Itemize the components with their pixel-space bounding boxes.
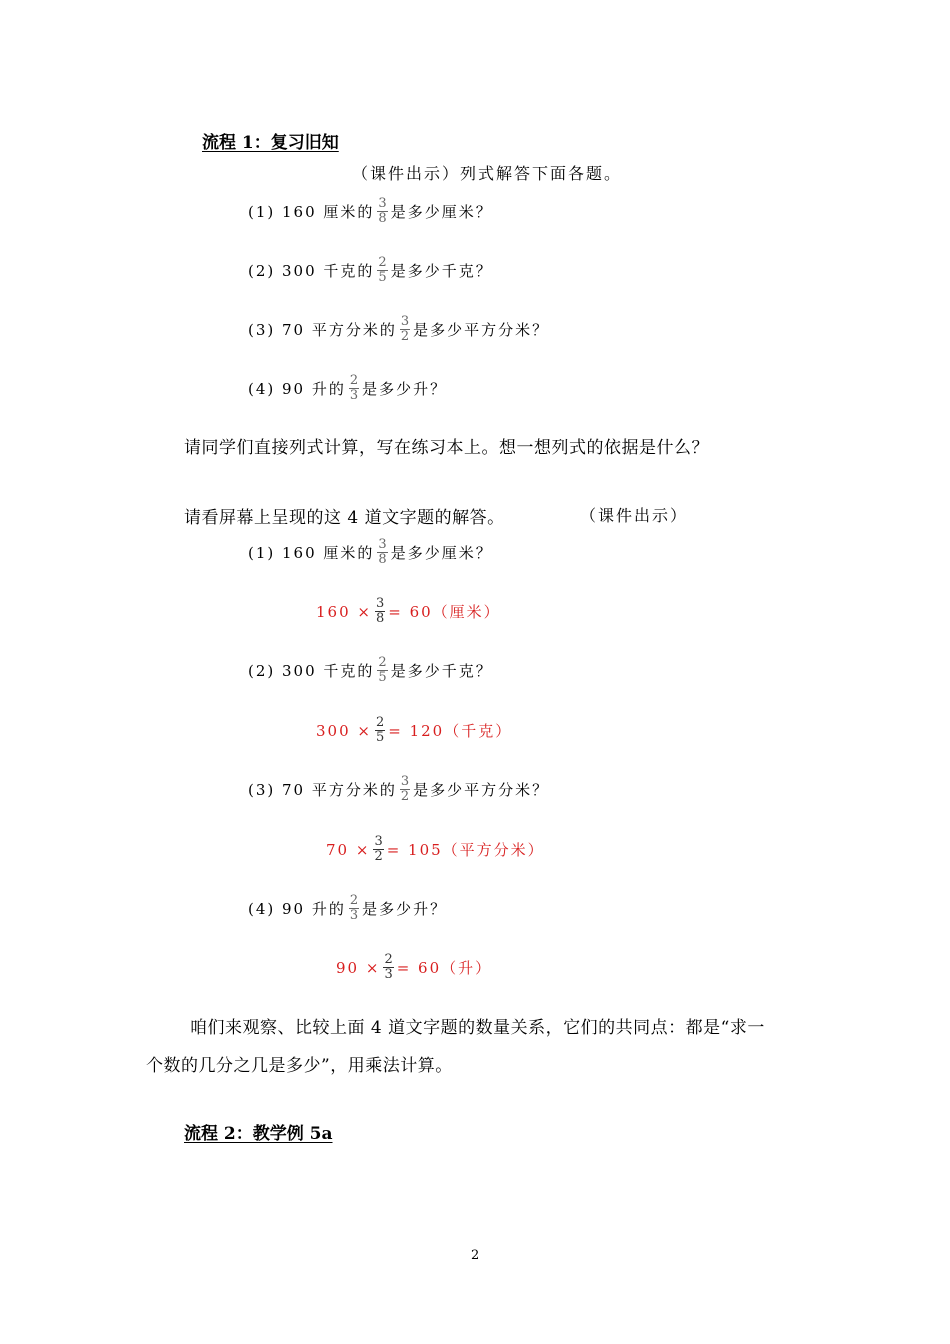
fraction: $\frac{2}{3}$ xyxy=(384,952,393,982)
section2-heading: 流程 2：教学例 5a xyxy=(184,1124,333,1144)
screen-note: （课件出示） xyxy=(580,506,689,525)
problem-2: (2) 300 千克的 $\frac{2}{5}$ 是多少千克？ xyxy=(248,255,493,285)
summary-line-2: 个数的几分之几是多少”，用乘法计算。 xyxy=(146,1056,453,1076)
prompt-text: （课件出示）列式解答下面各题。 xyxy=(352,164,623,183)
fraction: $\frac{3}{8}$ xyxy=(378,196,387,226)
fraction: $\frac{2}{5}$ xyxy=(375,715,385,745)
fraction: $\frac{2}{5}$ xyxy=(378,655,387,685)
fraction: $\frac{2}{5}$ xyxy=(378,255,387,285)
fraction: $\frac{2}{3}$ xyxy=(349,893,359,923)
section1-heading: 流程 1：复习旧知 xyxy=(202,133,339,153)
answer-1: 160 × $\frac{3}{8}$ = 60（厘米） xyxy=(316,596,501,626)
answer-2: 300 × $\frac{2}{5}$ = 120（千克） xyxy=(316,715,513,745)
fraction: $\frac{3}{2}$ xyxy=(374,834,383,864)
problem-3-repeat: (3) 70 平方分米的 $\frac{3}{2}$ 是多少平方分米？ xyxy=(248,774,550,804)
fraction: $\frac{3}{2}$ xyxy=(400,314,410,344)
problem-4: (4) 90 升的 $\frac{2}{3}$ 是多少升？ xyxy=(248,373,448,403)
instruction-text: 请同学们直接列式计算，写在练习本上。想一想列式的依据是什么？ xyxy=(184,438,709,458)
problem-4-repeat: (4) 90 升的 $\frac{2}{3}$ 是多少升？ xyxy=(248,893,448,923)
problem-1: (1) 160 厘米的 $\frac{3}{8}$ 是多少厘米？ xyxy=(248,196,493,226)
problem-2-repeat: (2) 300 千克的 $\frac{2}{5}$ 是多少千克？ xyxy=(248,655,493,685)
fraction: $\frac{3}{2}$ xyxy=(400,774,410,804)
fraction: $\frac{3}{8}$ xyxy=(375,596,385,626)
page-number: 2 xyxy=(471,1248,480,1263)
answer-3: 70 × $\frac{3}{2}$ = 105（平方分米） xyxy=(326,834,545,864)
problem-1-repeat: (1) 160 厘米的 $\frac{3}{8}$ 是多少厘米？ xyxy=(248,537,493,567)
summary-line-1: 咱们来观察、比较上面 4 道文字题的数量关系，它们的共同点：都是“求一 xyxy=(190,1018,765,1038)
fraction: $\frac{2}{3}$ xyxy=(349,373,359,403)
answer-4: 90 × $\frac{2}{3}$ = 60（升） xyxy=(336,952,493,982)
screen-text: 请看屏幕上呈现的这 4 道文字题的解答。 xyxy=(184,508,505,528)
problem-3: (3) 70 平方分米的 $\frac{3}{2}$ 是多少平方分米？ xyxy=(248,314,550,344)
fraction: $\frac{3}{8}$ xyxy=(378,537,387,567)
